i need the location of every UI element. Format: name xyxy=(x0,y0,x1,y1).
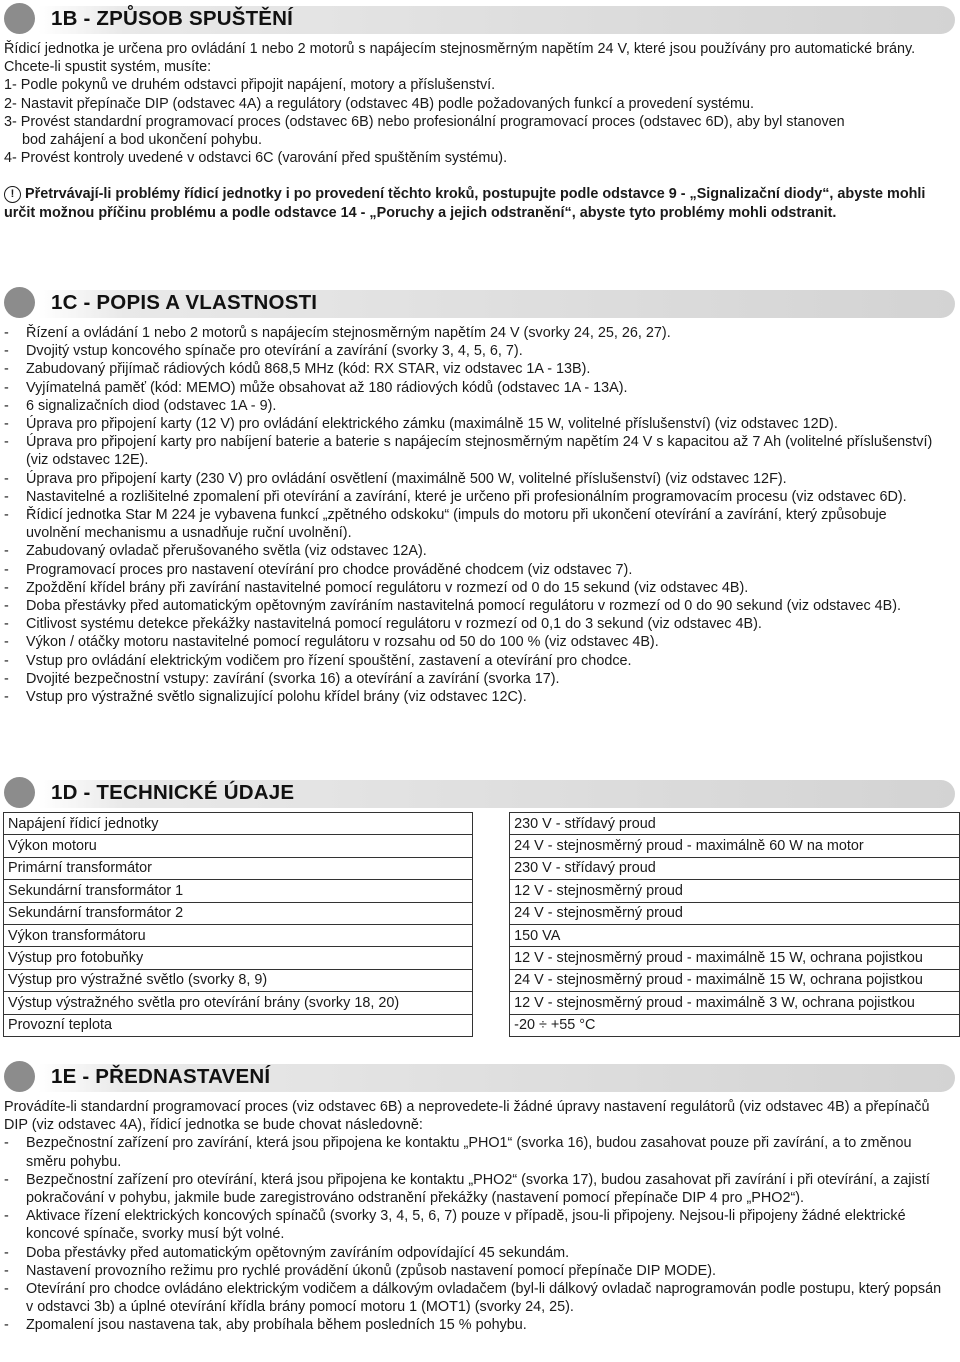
table-row xyxy=(4,947,960,969)
list-item: - Úprava pro připojení karty pro nabíjení baterie a baterie s napájecím stejnosměrným napětím 24 V s kapacitou až 7 Ah (volitelné příslušenství) (viz odstavec 12E). xyxy=(4,434,933,469)
step-2: 2- Nastavit přepínače DIP (odstavec 4A) a regulátory (odstavec 4B) podle požadovaných funkcí a provedení systému. xyxy=(4,95,755,112)
step-3: 3- Provést standardní programovací proces (odstavec 6B) nebo profesionální programovací proces (odstavec 6D), aby byl stanoven xyxy=(4,113,845,130)
section-1b xyxy=(0,2,960,222)
feature-list xyxy=(0,324,960,706)
spec-label: Výstup pro výstražné světlo (svorky 8, 9) xyxy=(4,969,473,991)
step-3-continued: bod zahájení a bod ukončení pohybu. xyxy=(22,132,263,149)
spec-value: 24 V - stejnosměrný proud - maximálně 15 W, ochrana pojistkou xyxy=(510,969,960,991)
list-item: - Vyjímatelná paměť (kód: MEMO) může obsahovat až 180 rádiových kódů (odstavec 1A - 13A). xyxy=(4,379,628,396)
section-title: 1B - ZPŮSOB SPUŠTĚNÍ xyxy=(51,7,294,30)
spec-label: Sekundární transformátor 2 xyxy=(4,902,473,924)
section-1e xyxy=(0,1060,960,1335)
spec-value: 12 V - stejnosměrný proud xyxy=(510,880,960,902)
step-1: 1- Podle pokynů ve druhém odstavci připojit napájení, motory a příslušenství. xyxy=(4,77,496,94)
section-1d xyxy=(0,776,960,814)
list-item: - Vstup pro ovládání elektrickým vodičem pro řízení spouštění, zastavení a otevírání pro chodce. xyxy=(4,652,632,669)
list-item: - Řízení a ovládání 1 nebo 2 motorů s napájecím stejnosměrným napětím 24 V (svorky 24, 25, 26, 27). xyxy=(4,325,671,341)
spec-label: Výstup pro fotobuňky xyxy=(4,947,473,969)
list-item: - Doba přestávky před automatickým opětovným zavíráním odpovídající 45 sekundám. xyxy=(4,1244,570,1261)
spec-label: Primární transformátor xyxy=(4,857,473,879)
list-item: - 6 signalizačních diod (odstavec 1A - 9). xyxy=(4,397,277,414)
bullet-dot-icon xyxy=(4,777,35,808)
list-item: - Vstup pro výstražné světlo signalizující polohu křídel brány (viz odstavec 12C). xyxy=(4,689,527,706)
list-item: - Úprava pro připojení karty (12 V) pro ovládání elektrického zámku (maximálně 15 W, volitelné příslušenství) (viz odstavec 12D). xyxy=(4,416,838,433)
list-item: - Programovací proces pro nastavení otevírání pro chodce prováděné chodcem (viz odstavec 7). xyxy=(4,561,633,578)
section-title: 1C - POPIS A VLASTNOSTI xyxy=(51,291,318,314)
list-item: - Zpomalení jsou nastavena tak, aby probíhala během posledních 15 % pohybu. xyxy=(4,1317,527,1334)
spec-label: Provozní teplota xyxy=(4,1014,473,1036)
spec-value: 12 V - stejnosměrný proud - maximálně 3 W, ochrana pojistkou xyxy=(510,992,960,1014)
spec-label: Sekundární transformátor 1 xyxy=(4,880,473,902)
table-row xyxy=(4,992,960,1014)
table-row xyxy=(4,857,960,879)
table-row xyxy=(4,902,960,924)
list-item: - Výkon / otáčky motoru nastavitelné pomocí regulátoru v rozsahu od 50 do 100 % (viz odstavec 4B). xyxy=(4,634,659,651)
spec-label: Výstup výstražného světla pro otevírání brány (svorky 18, 20) xyxy=(4,992,473,1014)
list-item: - Citlivost systému detekce překážky nastavitelná pomocí regulátoru v rozmezí od 0,1 do 3 sekund (viz odstavec 4B). xyxy=(4,616,762,633)
list-item: - Řídicí jednotka Star M 224 je vybavena funkcí „zpětného odskoku“ (impuls do motoru při ukončení otevírání a zavírání, který způsobuje uvolnění mechanismu a usnadňuje ruční uvolnění). xyxy=(4,507,887,542)
list-item: - Nastavení provozního režimu pro rychlé provádění úkonů (způsob nastavení pomocí přepínače DIP MODE). xyxy=(4,1262,717,1279)
warning-text: Přetrvávají-li problémy řídicí jednotky i po provedení těchto kroků, postupujte podle odstavce 9 - „Signalizační diody“, abyste mohli určit možnou příčinu problému a podle odstavce 14 - „Poruchy a jejich odstranění“, abyste tyto problémy mohli odstranit. xyxy=(4,186,926,221)
spec-value: 24 V - stejnosměrný proud - maximálně 60 W na motor xyxy=(510,835,960,857)
spec-label: Napájení řídicí jednotky xyxy=(4,813,473,835)
intro-text: Provádíte-li standardní programovací proces (viz odstavec 6B) a neprovedete-li žádné úpravy nastavení regulátorů (viz odstavec 4B) a přepínačů DIP (viz odstavec 4A), řídicí jednotka se bude chovat následovně: xyxy=(4,1099,930,1134)
spec-label: Výkon transformátoru xyxy=(4,924,473,946)
lead-text: Chcete-li spustit systém, musíte: xyxy=(4,59,212,76)
list-item: - Dvojitý vstup koncového spínače pro otevírání a zavírání (svorky 3, 4, 5, 6, 7). xyxy=(4,343,523,360)
section-title: 1D - TECHNICKÉ ÚDAJE xyxy=(51,781,295,804)
section-title: 1E - PŘEDNASTAVENÍ xyxy=(51,1065,271,1088)
table-row xyxy=(4,835,960,857)
warning-icon: ! xyxy=(4,186,21,203)
spec-value: 230 V - střídavý proud xyxy=(510,813,960,835)
step-4: 4- Provést kontroly uvedené v odstavci 6C (varování před spuštěním systému). xyxy=(4,150,508,167)
list-item: - Aktivace řízení elektrických koncových spínačů (svorky 3, 4, 5, 6, 7) pouze v případě, jsou-li připojeny. Nejsou-li připojeny žádné elektrické koncové spínače, svorky musí být volné. xyxy=(4,1208,906,1243)
table-row xyxy=(4,969,960,991)
list-item: - Bezpečnostní zařízení pro otevírání, která jsou připojena ke kontaktu „PHO2“ (svorka 17), budou zasahovat při zavírání i při otevírání, a zajistí pokračování v pohybu, jakmile bude zaregistrováno odstranění překážky (nastavení pomocí přepínače DIP 4 pro „PHO2“). xyxy=(4,1171,930,1207)
bullet-dot-icon xyxy=(4,287,35,318)
spec-value: 230 V - střídavý proud xyxy=(510,857,960,879)
warning-note xyxy=(0,185,960,221)
table-row xyxy=(4,924,960,946)
list-item: - Doba přestávky před automatickým opětovným zavíráním nastavitelná pomocí regulátoru v rozmezí od 0 do 90 sekund (viz odstavec 4B). xyxy=(4,598,902,615)
list-item: - Nastavitelné a rozlišitelné zpomalení při otevírání a zavírání, které je určeno při profesionálním programovacím procesu (viz odstavec 6D). xyxy=(4,488,907,505)
list-item: - Zabudovaný ovladač přerušovaného světla (viz odstavec 12A). xyxy=(4,543,427,560)
bullet-dot-icon xyxy=(4,1061,35,1092)
preset-list xyxy=(0,1134,960,1334)
section-1c xyxy=(0,286,960,706)
list-item: - Zabudovaný přijímač rádiových kódů 868,5 MHz (kód: RX STAR, viz odstavec 1A - 13B). xyxy=(4,361,591,378)
spec-value: -20 ÷ +55 °C xyxy=(510,1014,960,1036)
list-item: - Úprava pro připojení karty (230 V) pro ovládání osvětlení (maximálně 500 W, volitelné příslušenství) (viz odstavec 12F). xyxy=(4,470,787,487)
table-row xyxy=(4,813,960,835)
section-header xyxy=(0,1060,960,1098)
table-row xyxy=(4,880,960,902)
list-item: - Dvojité bezpečnostní vstupy: zavírání (svorka 16) a otevírání a zavírání (svorka 17). xyxy=(4,670,560,687)
section-header xyxy=(0,776,960,814)
section-header xyxy=(0,286,960,324)
intro-text: Řídicí jednotka je určena pro ovládání 1 nebo 2 motorů s napájecím stejnosměrným napětím 24 V, které jsou používány pro automatické brány. xyxy=(4,41,916,57)
spec-value: 150 VA xyxy=(510,924,960,946)
technical-data-table xyxy=(3,812,960,1037)
list-item: - Otevírání pro chodce ovládáno elektrickým vodičem a dálkovým ovladačem (byl-li dálkový ovladač naprogramován podle postupu, který popsán v odstavci 3b) a úplné otevírání křídla brány pomocí motoru 1 (MOT1) (svorky 24, 25). xyxy=(4,1281,942,1316)
list-item: - Zpoždění křídel brány při zavírání nastavitelné pomocí regulátoru v rozmezí od 0 do 15 sekund (viz odstavec 4B). xyxy=(4,579,749,596)
spec-value: 24 V - stejnosměrný proud xyxy=(510,902,960,924)
section-header xyxy=(0,2,960,40)
spec-label: Výkon motoru xyxy=(4,835,473,857)
list-item: - Bezpečnostní zařízení pro zavírání, která jsou připojena ke kontaktu „PHO1“ (svorka 16), budou zasahovat pouze při zavírání, a to změnou směru pohybu. xyxy=(4,1135,912,1170)
spec-value: 12 V - stejnosměrný proud - maximálně 15 W, ochrana pojistkou xyxy=(510,947,960,969)
table-row xyxy=(4,1014,960,1036)
bullet-dot-icon xyxy=(4,3,35,34)
